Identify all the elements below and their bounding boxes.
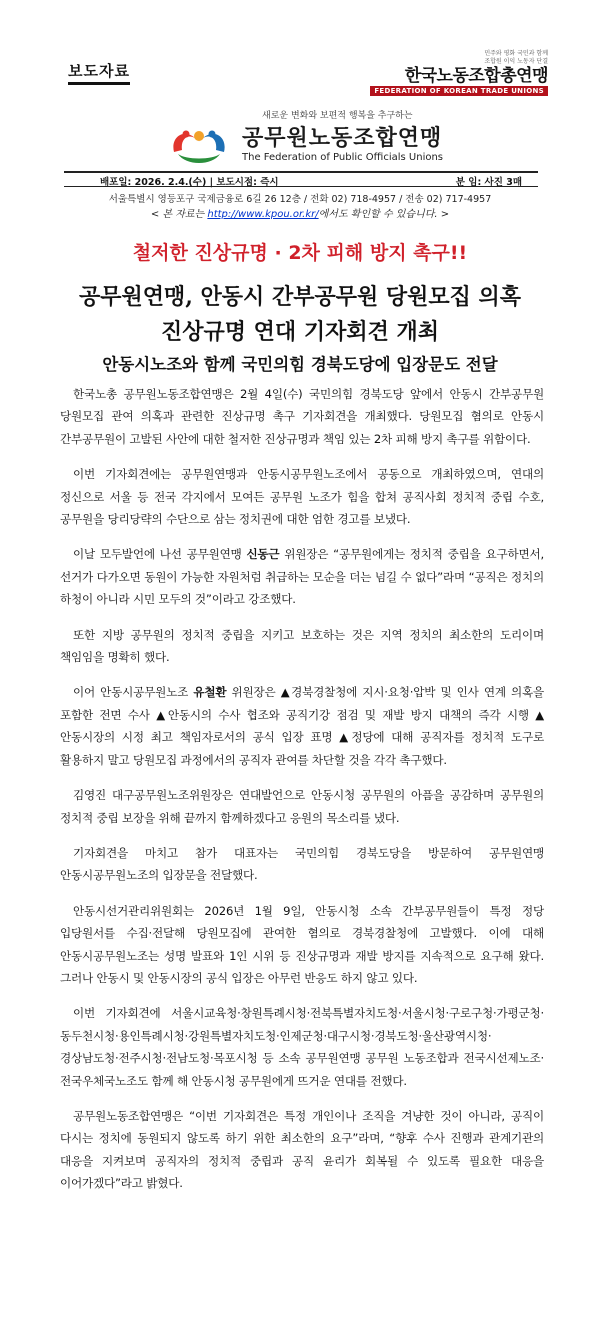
website-prefix: < 본 자료는 <box>150 209 208 220</box>
website-notice <box>0 205 600 220</box>
org-name: 공무원노동조합연맹 <box>242 126 443 151</box>
main-title-line-2: 진상규명 연대 기자회견 개최 <box>160 319 439 345</box>
article-body <box>60 383 544 1208</box>
meta-attachments: 분 임: 사진 3매 <box>455 177 522 188</box>
org-slogan: 새로운 변화와 보편적 행복을 추구하는 <box>262 111 413 121</box>
paragraph-10: 공무원노동조합연맹은 “이번 기자회견은 특정 개인이나 조직을 겨냥한 것이 아니라, 공직이 다시는 정치에 동원되지 않도록 하기 위한 최소한의 요구”라며, “향후 수사 진행과 관계기관의 대응을 지켜보며 공직자의 정치적 중립과 공직 윤리가 회복될 수 있도록 필요한 대응을 이어가겠다”라고 밝혔다. <box>60 1108 544 1191</box>
fktu-logo <box>370 50 548 96</box>
website-suffix: 에서도 확인할 수 있습니다. > <box>318 209 450 220</box>
subtitle: 안동시노조와 함께 국민의힘 경북도당에 입장문도 전달 <box>102 355 498 374</box>
main-title-line-1: 공무원연맹, 안동시 간부공무원 당원모집 의혹 <box>78 284 522 310</box>
p5-text-post: 위원장은 ▲경북경찰청에 지시·요청·압박 및 인사 연계 의혹을 포함한 전면 수사 ▲안동시의 수사 협조와 공직기강 점검 및 재발 방지 대책의 즉각 시행 ▲안동시장의 시정 최고 책임자로서의 공식 입장 표명 ▲정당에 대해 공직자를 정치적 도구로 활용하지 말고 당원모집 과정에서의 공직자 관여를 차단할 것을 각각 촉구했다. <box>60 685 544 767</box>
contact-address: 서울특별시 영등포구 국제금융로 6길 26 12층 / 전화 02) 718-4957 / 전송 02) 717-4957 <box>108 194 492 205</box>
fktu-name: 한국노동조합총연맹 <box>404 66 548 86</box>
release-date: 배포일: 2026. 2.4.(수) <box>100 177 207 188</box>
paragraph-9: 이번 기자회견에 서울시교육청·창원특례시청·전북특별자치도청·서울시청·구로구청·가평군청·동두천시청·용인특례시청·강원특별자치도청·인제군청·대구시청·경북도청·울산광역시청·경상남도청·전주시청·전남도청·목포시청 등 소속 공무원연맹 공무원 노동조합과 전국시선제노조·전국우체국노조도 함께 해 안동시청 공무원에게 뜨거운 연대를 전했다. <box>60 1006 544 1088</box>
speaker-name: 유철환 <box>193 685 227 700</box>
paragraph-1: 한국노총 공무원노동조합연맹은 2월 4일(수) 국민의힘 경북도당 앞에서 안동시 간부공무원 당원모집 관여 의혹과 관련한 진상규명 촉구 기자회견을 개최했다. 당원모집 혐의로 안동시 간부공무원이 고발된 사안에 대한 철저한 진상규명과 책임 있는 2차 피해 방지 촉구를 위함이다. <box>60 387 544 446</box>
meta-separator: | <box>209 177 217 188</box>
paragraph-2: 이번 기자회견에는 공무원연맹과 안동시공무원노조에서 공동으로 개최하였으며, 연대의 정신으로 서울 등 전국 각지에서 모여든 공무원 노조가 힘을 합쳐 공직사회 정치적 중립 수호, 공무원을 당리당략의 수단으로 삼는 정치권에 대한 엄한 경고를 보냈다. <box>60 467 544 527</box>
report-time: 보도시점: 즉시 <box>216 177 279 188</box>
p5-text-pre: 이어 안동시공무원노조 <box>73 685 194 700</box>
paragraph-7: 기자회견을 마치고 참가 대표자는 국민의힘 경북도당을 방문하여 공무원연맹 안동시공무원노조의 입장문을 전달했다. <box>60 845 544 883</box>
paragraph-3 <box>60 543 544 610</box>
paragraph-8: 안동시선거관리위원회는 2026년 1월 9일, 안동시청 소속 간부공무원들이 특정 정당 입당원서를 수집·전달해 당원모집에 관여한 혐의로 경북경찰청에 고발했다. 이에 대해 안동시공무원노조는 성명 발표와 1인 시위 등 진상규명과 재발 방지를 지속적으로 요구해 왔다. 그러나 안동시 및 안동시장의 공식 입장은 아무런 반응도 하지 않고 있다. <box>60 903 544 985</box>
meta-bottom-rule <box>64 186 538 187</box>
paragraph-6: 김영진 대구공무원노조위원장은 연대발언으로 안동시청 공무원의 아픔을 공감하며 공무원의 정치적 중립 보장을 위해 끝까지 함께하겠다고 응원의 목소리를 냈다. <box>60 788 544 825</box>
paragraph-4: 또한 지방 공무원의 정치적 중립을 지키고 보호하는 것은 지역 정치의 최소한의 도리이며 책임임을 명확히 했다. <box>60 627 544 665</box>
paragraph-5 <box>60 681 544 771</box>
press-release-label: 보도자료 <box>68 60 130 85</box>
meta-top-rule <box>64 171 538 173</box>
website-link[interactable]: http://www.kpou.or.kr/ <box>207 209 319 220</box>
people-emblem-icon <box>168 122 230 166</box>
p3-text-pre: 이날 모두발언에 나선 공무원연맹 <box>73 547 247 562</box>
fktu-english-name: FEDERATION OF KOREAN TRADE UNIONS <box>370 86 548 96</box>
fktu-tagline-2: 조합원 이익 노동자 단결 <box>484 58 548 65</box>
speaker-name: 신동근 <box>246 547 280 562</box>
headline-slogan: 철저한 진상규명 · 2차 피해 방지 촉구!! <box>132 242 468 264</box>
fktu-tagline-1: 민주와 평화 국민과 함께 <box>484 50 548 57</box>
p3-text-post: 위원장은 “공무원에게는 정치적 중립을 요구하면서, 선거가 다가오면 동원이 가능한 자원처럼 취급하는 모순을 더는 넘길 수 없다”라며 “공직은 정치의 하청이 아니라 시민 모두의 것”이라고 강조했다. <box>60 547 545 607</box>
org-english-name: The Federation of Public Officials Unions <box>242 152 444 163</box>
